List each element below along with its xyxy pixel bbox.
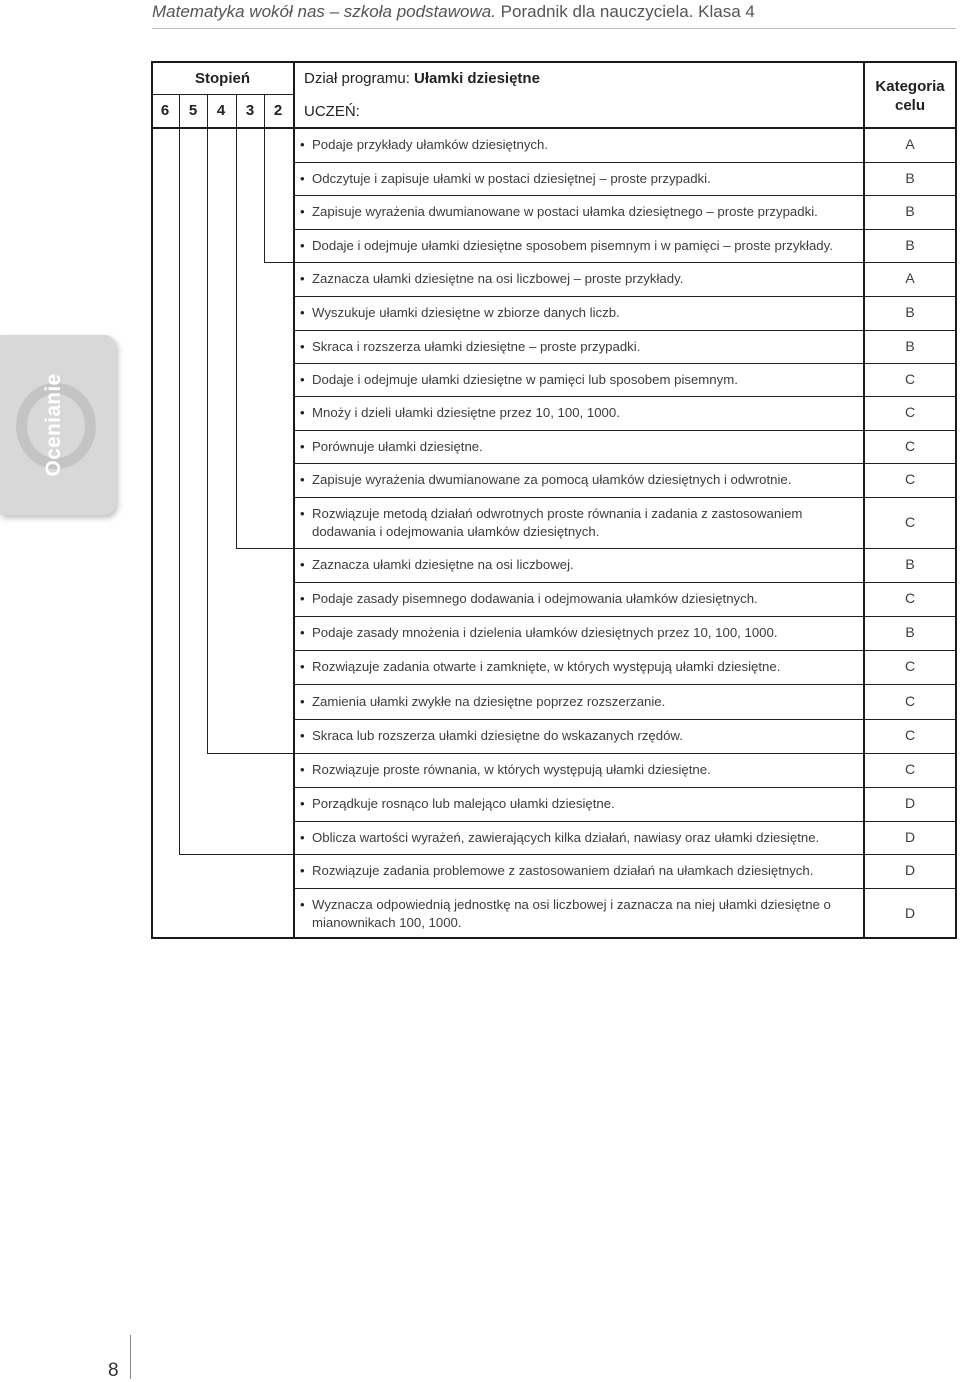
header-bottom-rule (151, 127, 957, 129)
requirement-text: • Odczytuje i zapisuje ułamki w postaci dziesiętnej – proste przypadki. (300, 170, 860, 188)
bracket-level-5-end (179, 854, 294, 855)
row-rule (294, 753, 957, 754)
row-rule (294, 787, 957, 788)
category-value: D (904, 862, 916, 878)
requirement-text: • Podaje zasady pisemnego dodawania i odejmowania ułamków dziesiętnych. (300, 590, 860, 608)
requirement-text: • Rozwiązuje proste równania, w których występują ułamki dziesiętne. (300, 761, 860, 779)
requirement-text: • Rozwiązuje zadania otwarte i zamknięte, w których występują ułamki dziesiętne. (300, 658, 860, 676)
row-rule (294, 821, 957, 822)
level-3: 3 (245, 102, 255, 119)
category-value: B (905, 304, 915, 320)
category-value: C (904, 761, 916, 777)
bracket-level-4-end (207, 753, 294, 754)
requirement-text: • Zaznacza ułamki dziesiętne na osi liczbowej – proste przykłady. (300, 270, 860, 288)
requirement-text: • Podaje zasady mnożenia i dzielenia ułamków dziesiętnych przez 10, 100, 1000. (300, 624, 860, 642)
row-rule (294, 363, 957, 364)
level-4: 4 (216, 102, 226, 119)
requirement-text: • Zapisuje wyrażenia dwumianowane w postaci ułamka dziesiętnego – proste przypadki. (300, 203, 860, 221)
category-value: D (904, 904, 916, 921)
category-value: B (905, 236, 915, 253)
row-rule (294, 229, 957, 230)
requirement-text: • Mnoży i dzieli ułamki dziesiętne przez 10, 100, 1000. (300, 404, 860, 422)
section-side-tab (0, 335, 116, 515)
category-value: A (905, 136, 915, 152)
row-rule (294, 719, 957, 720)
category-value: C (904, 437, 916, 454)
page-number: 8 (108, 1360, 119, 1381)
requirement-text: • Oblicza wartości wyrażeń, zawierających kilka działań, nawiasy oraz ułamki dziesiętne. (300, 829, 860, 847)
category-value: B (905, 169, 915, 186)
row-rule (294, 684, 957, 685)
category-value: C (904, 727, 916, 743)
category-value: C (904, 590, 916, 606)
category-value: C (904, 370, 916, 387)
row-rule (294, 582, 957, 583)
stopien-label: Stopień (195, 70, 250, 87)
kategoria-label-line1: Kategoria (875, 78, 945, 95)
requirement-text: • Dodaje i odejmuje ułamki dziesiętne sposobem pisemnym i w pamięci – proste przykłady. (300, 237, 860, 255)
page-number-rule (130, 1335, 131, 1379)
category-value: B (905, 337, 915, 354)
row-rule (294, 616, 957, 617)
requirement-text: • Rozwiązuje metodą działań odwrotnych proste równania i zadania z zastosowaniem dodawania i odejmowania ułamków dziesiętnych. (300, 505, 860, 541)
requirement-text: • Zamienia ułamki zwykłe na dziesiętne poprzez rozszerzanie. (300, 693, 860, 711)
requirement-text: • Zapisuje wyrażenia dwumianowane za pomocą ułamków dziesiętnych i odwrotnie. (300, 471, 860, 489)
level-5: 5 (188, 102, 198, 119)
category-value: B (905, 624, 915, 640)
row-rule (294, 650, 957, 651)
kategoria-label-line2: celu (894, 97, 925, 114)
row-rule (294, 548, 957, 549)
category-value: C (904, 471, 916, 487)
row-rule (294, 262, 957, 263)
requirement-text: • Podaje przykłady ułamków dziesiętnych. (300, 136, 860, 154)
bracket-level-3-end (236, 548, 294, 549)
category-value: D (904, 828, 916, 845)
requirement-text: • Skraca lub rozszerza ułamki dziesiętne do wskazanych rzędów. (300, 727, 860, 745)
dzial-name: Ułamki dziesiętne (414, 70, 540, 87)
section-heading (304, 70, 540, 87)
bracket-level-3 (236, 128, 237, 548)
category-value: C (904, 404, 916, 420)
row-rule (294, 463, 957, 464)
level-6: 6 (160, 102, 170, 119)
stopien-rule (151, 94, 293, 95)
requirement-text: • Porządkuje rosnąco lub malejąco ułamki dziesiętne. (300, 795, 860, 813)
bracket-level-4 (207, 128, 208, 753)
category-value: B (905, 556, 915, 572)
category-value: C (904, 513, 916, 530)
requirement-text: • Dodaje i odejmuje ułamki dziesiętne w pamięci lub sposobem pisemnym. (300, 371, 860, 389)
header-title-rest: Poradnik dla nauczyciela. Klasa 4 (495, 2, 755, 21)
row-rule (294, 854, 957, 855)
category-value: C (904, 692, 916, 709)
bracket-level-2-end (264, 262, 294, 263)
requirement-text: • Skraca i rozszerza ułamki dziesiętne – proste przypadki. (300, 338, 860, 356)
divider-levels-content (293, 61, 295, 939)
category-value: A (905, 270, 915, 286)
requirement-text: • Porównuje ułamki dziesiętne. (300, 438, 860, 456)
category-value: D (904, 795, 916, 811)
row-rule (294, 162, 957, 163)
row-rule (294, 430, 957, 431)
category-value: C (904, 658, 916, 674)
row-rule (294, 195, 957, 196)
bracket-level-2 (264, 128, 265, 262)
divider-content-category (863, 61, 865, 939)
requirement-text: • Wyznacza odpowiednią jednostkę na osi liczbowej i zaznacza na niej ułamki dziesiętne o mianownikach 100, 1000. (300, 896, 860, 932)
bracket-level-5 (179, 128, 180, 854)
side-tab-label: Ocenianie (42, 373, 65, 477)
dzial-prefix: Dział programu: (304, 70, 415, 87)
requirement-text: • Rozwiązuje zadania problemowe z zastosowaniem działań na ułamkach dziesiętnych. (300, 862, 860, 880)
running-header (152, 0, 956, 29)
uczen-label: UCZEŃ: (304, 103, 360, 120)
row-rule (294, 497, 957, 498)
requirement-text: • Zaznacza ułamki dziesiętne na osi liczbowej. (300, 556, 860, 574)
kategoria-header (865, 77, 955, 115)
level-2: 2 (273, 102, 283, 119)
row-rule (294, 296, 957, 297)
row-rule (294, 330, 957, 331)
row-rule (294, 396, 957, 397)
row-rule (294, 888, 957, 889)
category-value: B (905, 203, 915, 219)
header-title-italic: Matematyka wokół nas – szkoła podstawowa. (152, 2, 496, 21)
requirement-text: • Wyszukuje ułamki dziesiętne w zbiorze danych liczb. (300, 304, 860, 322)
